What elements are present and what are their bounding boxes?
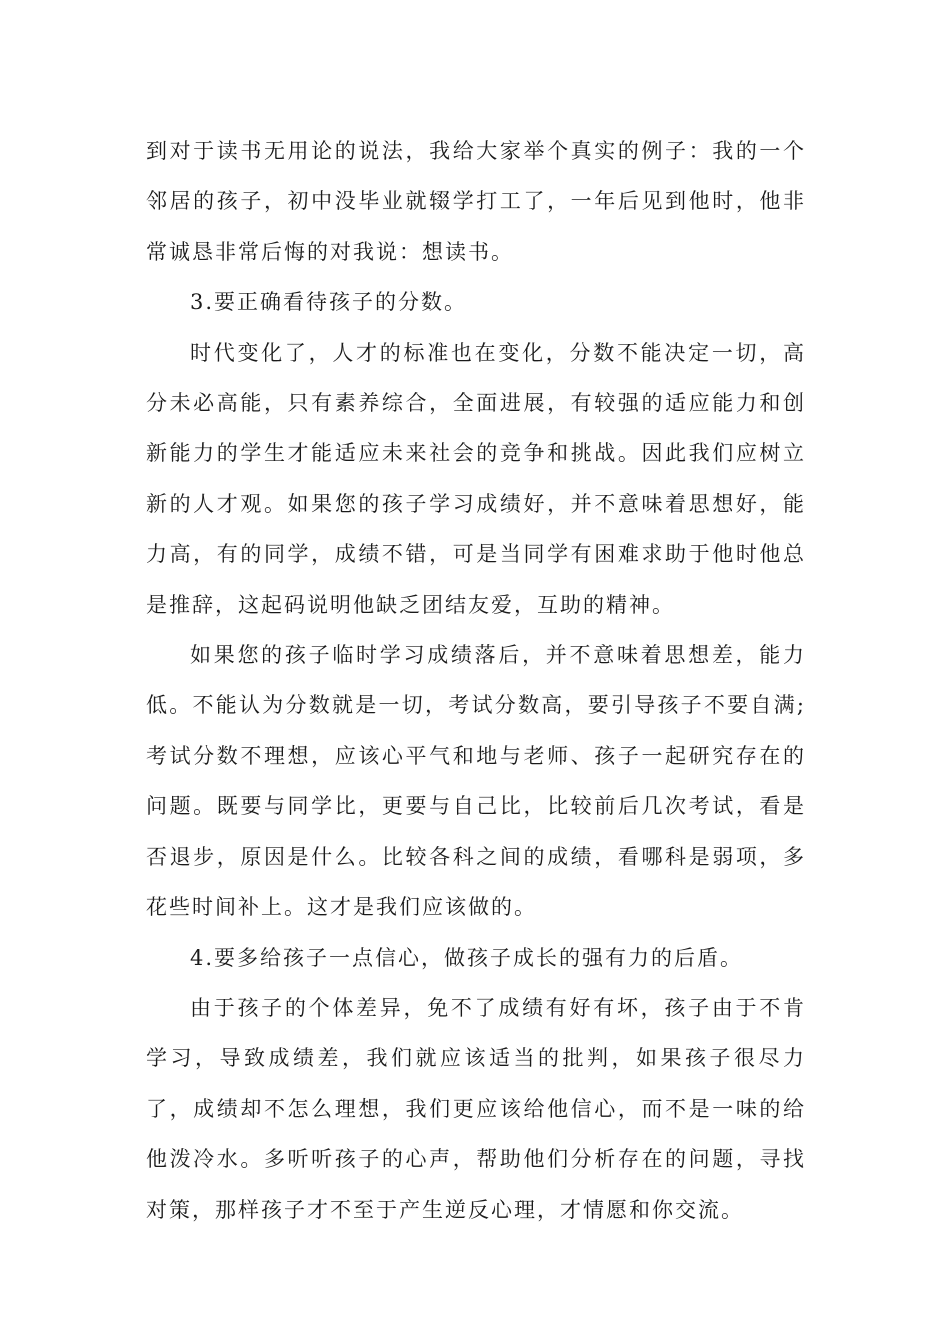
paragraph-1: 到对于读书无用论的说法，我给大家举个真实的例子：我的一个邻居的孩子，初中没毕业就辍学打工了，一年后见到他时，他非常诚恳非常后悔的对我说：想读书。 [146,139,806,264]
paragraph-2-heading: 3.要正确看待孩子的分数。 [190,290,468,315]
paragraph-5-heading: 4.要多给孩子一点信心，做孩子成长的强有力的后盾。 [190,945,744,970]
paragraph-6: 由于孩子的个体差异，免不了成绩有好有坏，孩子由于不肯学习，导致成绩差，我们就应该适当的批判，如果孩子很尽力了，成绩却不怎么理想，我们更应该给他信心，而不是一味的给他泼冷水。多听听孩子的心声，帮助他们分析存在的问题，寻找对策，那样孩子才不至于产生逆反心理，才情愿和你交流。 [146,995,806,1222]
document-body [146,126,806,1235]
paragraph-3: 时代变化了，人才的标准也在变化，分数不能决定一切，高分未必高能，只有素养综合，全面进展，有较强的适应能力和创新能力的学生才能适应未来社会的竞争和挑战。因此我们应树立新的人才观。如果您的孩子学习成绩好，并不意味着思想好，能力高，有的同学，成绩不错，可是当同学有困难求助于他时他总是推辞，这起码说明他缺乏团结友爱，互助的精神。 [146,340,806,617]
paragraph-4: 如果您的孩子临时学习成绩落后，并不意味着思想差，能力低。不能认为分数就是一切，考试分数高，要引导孩子不要自满;考试分数不理想，应该心平气和地与老师、孩子一起研究存在的问题。既要与同学比，更要与自己比，比较前后几次考试，看是否退步，原因是什么。比较各科之间的成绩，看哪科是弱项，多花些时间补上。这才是我们应该做的。 [146,643,806,920]
